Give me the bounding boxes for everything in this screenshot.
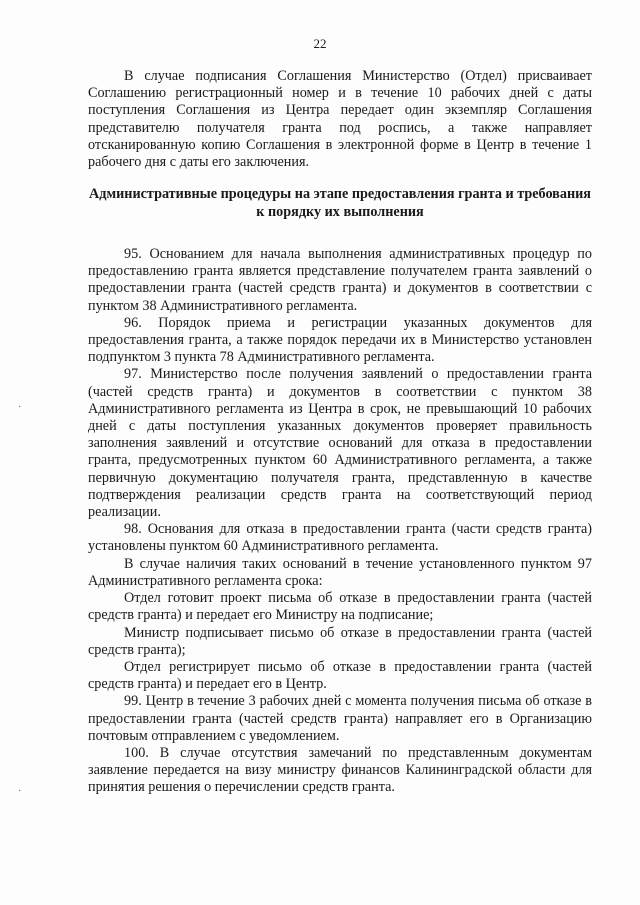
paragraph-99: 99. Центр в течение 3 рабочих дней с момента получения письма об отказе в предоставлении гранта (частей средств гранта) направляет его в Организацию почтовым отправлением с уведомлением. <box>88 693 592 744</box>
document-body <box>88 68 592 797</box>
paragraph-96: 96. Порядок приема и регистрации указанных документов для предоставления гранта, а также порядок передачи их в Министерство установлен подпунктом 3 пункта 78 Административного регламента. <box>88 314 592 366</box>
paragraph: Отдел регистрирует письмо об отказе в предоставлении гранта (частей средств гранта) и передает его в Центр. <box>88 658 592 693</box>
paragraph-100: 100. В случае отсутствия замечаний по представленным документам заявление передается на визу министру финансов Калининградской области для принятия решения о перечислении средств гранта. <box>88 744 592 796</box>
page-number: 22 <box>313 36 327 51</box>
paragraph-98: 98. Основания для отказа в предоставлении гранта (части средств гранта) установлены пунктом 60 Административного регламента. <box>88 521 592 555</box>
paragraph: Отдел готовит проект письма об отказе в предоставлении гранта (частей средств гранта) и передает его Министру на подписание; <box>88 590 592 624</box>
paragraph: В случае наличия таких оснований в течение установленного пунктом 97 Административного регламента срока: <box>88 555 592 589</box>
scan-mark: · <box>18 786 22 797</box>
paragraph-97: 97. Министерство после получения заявлений о предоставлении гранта (частей средств гранта) и документов в соответствии с пунктом 38 Административного регламента из Центра в срок, не превышающий 10 рабочих дней с даты поступления указанных документов проверяет правильность заполнения заявлений и отсутствие оснований для отказа в предоставлении гранта, предусмотренных пунктом 60 Административного регламента, а также первичную документацию получателя гранта, представленную в качестве подтверждения реализации средств гранта на соответствующий период реализации. <box>88 366 592 521</box>
paragraph: Министр подписывает письмо об отказе в предоставлении гранта (частей средств гранта); <box>88 624 592 658</box>
paragraph: В случае подписания Соглашения Министерство (Отдел) присваивает Соглашению регистрационный номер и в течение 10 рабочих дней с даты поступления Соглашения из Центра передает один экземпляр Соглашения представителю получателя гранта под роспись, а также направляет отсканированную копию Соглашения в электронной форме в Центр в течение 1 рабочего дня с даты его заключения. <box>88 68 592 171</box>
paragraph-95: 95. Основанием для начала выполнения административных процедур по предоставлению гранта является представление получателем гранта заявлений о предоставлении гранта (частей средств гранта) и документов в соответствии с пунктом 38 Административного регламента. <box>88 246 592 314</box>
section-heading: Административные процедуры на этапе предоставления гранта и требования к порядку их выполнения <box>89 186 591 220</box>
scan-mark: · <box>18 402 22 413</box>
